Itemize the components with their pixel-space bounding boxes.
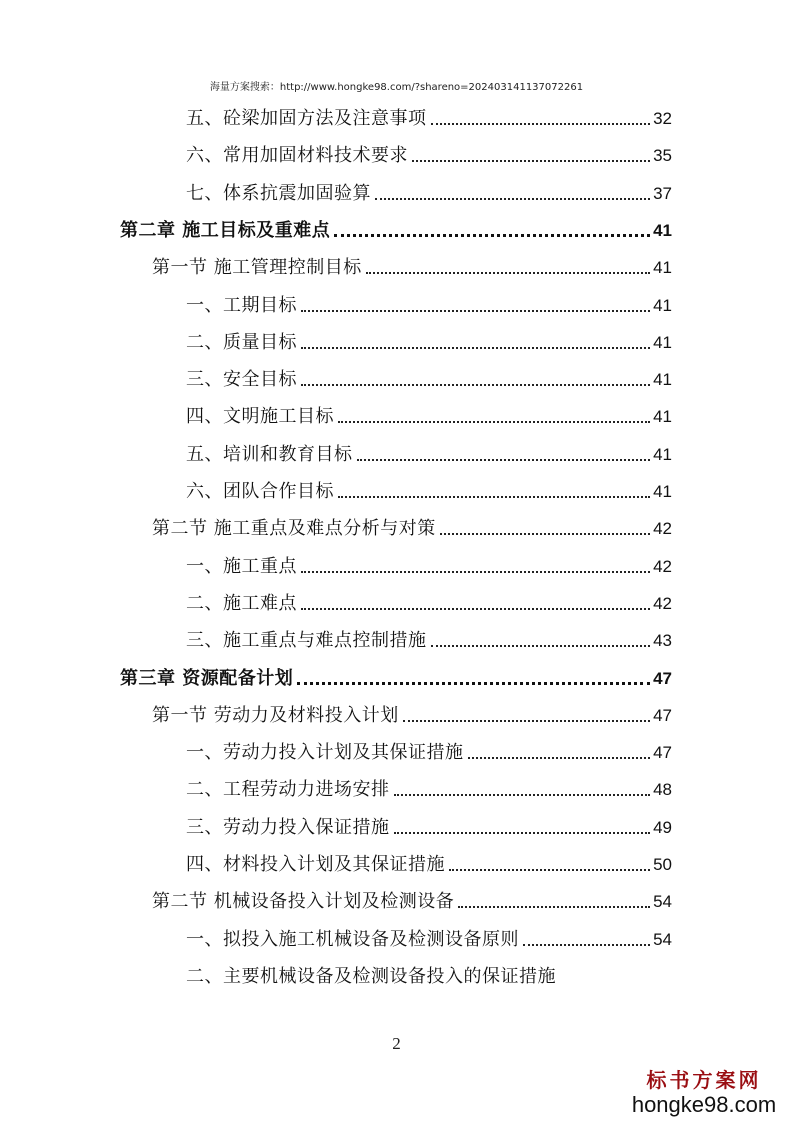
toc-dot-leader [412, 160, 650, 162]
toc-entry-page: 42 [653, 556, 672, 576]
watermark-en: hongke98.com [631, 1092, 777, 1117]
toc-entry[interactable] [186, 442, 672, 468]
toc-entry-page: 50 [653, 855, 672, 874]
toc-entry[interactable] [186, 591, 672, 617]
toc-entry[interactable] [186, 293, 672, 319]
toc-entry-title: 第二节 施工重点及难点分析与对策 [152, 518, 436, 540]
toc-entry-page: 41 [653, 295, 672, 315]
toc-entry[interactable] [152, 255, 672, 281]
toc-dot-leader [394, 832, 651, 834]
toc-entry-page: 32 [653, 109, 672, 128]
toc-entry-page: 54 [653, 929, 672, 949]
toc-dot-leader [431, 123, 651, 125]
toc-entry-page: 54 [653, 892, 672, 912]
toc-entry-page: 41 [653, 220, 672, 240]
toc-entry-page: 41 [653, 370, 672, 390]
toc-entry-title: 三、劳动力投入保证措施 [186, 816, 390, 838]
toc-dot-leader [366, 272, 650, 274]
toc-entry-page: 47 [653, 743, 672, 763]
toc-entry-title: 二、质量目标 [186, 331, 297, 353]
toc-entry[interactable] [186, 740, 672, 766]
toc-entry-title: 二、工程劳动力进场安排 [186, 779, 390, 801]
toc-entry-page: 42 [653, 519, 672, 539]
toc-entry-title: 一、工期目标 [186, 294, 297, 316]
toc-entry-title: 一、拟投入施工机械设备及检测设备原则 [186, 928, 519, 950]
toc-dot-leader [523, 944, 650, 946]
toc-entry-page: 41 [653, 482, 672, 501]
toc-entry[interactable] [186, 106, 672, 132]
toc-entry-page: 43 [653, 631, 672, 651]
toc-dot-leader [357, 459, 651, 461]
toc-dot-leader [297, 682, 650, 685]
toc-entry[interactable] [186, 181, 672, 207]
toc-entry[interactable] [186, 554, 672, 580]
toc-entry-title: 五、培训和教育目标 [186, 443, 353, 465]
toc-entry[interactable] [186, 143, 672, 169]
toc-entry-title: 第二节 机械设备投入计划及检测设备 [152, 891, 455, 913]
toc-entry[interactable] [186, 628, 672, 654]
toc-entry[interactable] [186, 927, 672, 953]
toc-entry[interactable] [186, 404, 672, 430]
toc-entry-page: 37 [653, 183, 672, 203]
toc-entry-title: 三、安全目标 [186, 369, 297, 391]
toc-entry-title: 一、施工重点 [186, 555, 297, 577]
toc-entry-page: 41 [653, 407, 672, 427]
toc-entry-title: 六、常用加固材料技术要求 [186, 145, 408, 167]
toc-dot-leader [468, 757, 651, 759]
toc-entry-title: 五、砼梁加固方法及注意事项 [186, 108, 427, 129]
toc-dot-leader [403, 720, 650, 722]
watermark-cn: 标书方案网 [646, 1068, 762, 1092]
toc-entry-title: 第二章 施工目标及重难点 [120, 219, 331, 241]
toc-entry-page: 42 [653, 593, 672, 613]
toc-entry-title: 二、主要机械设备及检测设备投入的保证措施 [186, 965, 556, 987]
toc-entry-page: 41 [653, 444, 672, 464]
toc-dot-leader [338, 421, 650, 423]
toc-entry-title: 七、体系抗震加固验算 [186, 182, 371, 204]
toc-entry-title: 四、材料投入计划及其保证措施 [186, 854, 445, 875]
toc-entry[interactable] [152, 889, 672, 915]
toc-entry-title: 三、施工重点与难点控制措施 [186, 630, 427, 652]
toc-entry-page: 41 [653, 258, 672, 278]
toc-entry-page: 47 [653, 668, 672, 688]
toc-dot-leader [394, 794, 651, 796]
toc-entry-title: 第三章 资源配备计划 [120, 667, 294, 689]
toc-dot-leader [301, 310, 650, 312]
toc-entry[interactable] [120, 666, 672, 692]
toc-entry[interactable] [152, 516, 672, 542]
toc-dot-leader [301, 384, 650, 386]
toc-dot-leader [431, 645, 651, 647]
toc-entry-page: 49 [653, 817, 672, 837]
watermark-logo [629, 1068, 779, 1118]
toc-entry-title: 六、团队合作目标 [186, 481, 334, 502]
toc-dot-leader [334, 234, 650, 237]
toc-dot-leader [458, 906, 650, 908]
toc-entry[interactable] [152, 703, 672, 729]
header-search-url: 海量方案搜索：http://www.hongke98.com/?shareno=202403141137072261 [209, 82, 584, 93]
toc-entry[interactable] [186, 367, 672, 393]
toc-dot-leader [301, 608, 650, 610]
toc-entry[interactable] [186, 777, 672, 803]
toc-entry-page: 48 [653, 780, 672, 800]
toc-entry-title: 一、劳动力投入计划及其保证措施 [186, 742, 464, 764]
toc-dot-leader [440, 533, 650, 535]
toc-entry-page: 35 [653, 146, 672, 166]
page-number: 2 [392, 1034, 401, 1053]
toc-entry-title: 第一节 施工管理控制目标 [152, 257, 362, 279]
toc-entry[interactable] [186, 815, 672, 841]
toc-dot-leader [301, 347, 650, 349]
toc-dot-leader [449, 869, 650, 871]
toc-dot-leader [338, 496, 650, 498]
toc-entry-page: 47 [653, 705, 672, 725]
toc-entry[interactable] [186, 852, 672, 878]
toc-entry[interactable] [120, 218, 672, 244]
toc-entry[interactable] [186, 330, 672, 356]
toc-entry-title: 四、文明施工目标 [186, 406, 334, 428]
toc-entry[interactable] [186, 479, 672, 505]
toc-dot-leader [301, 571, 650, 573]
toc-entry[interactable] [186, 964, 556, 990]
toc-entry-page: 41 [653, 332, 672, 352]
toc-entry-title: 二、施工难点 [186, 592, 297, 614]
toc-dot-leader [375, 198, 650, 200]
toc-entry-title: 第一节 劳动力及材料投入计划 [152, 704, 399, 726]
